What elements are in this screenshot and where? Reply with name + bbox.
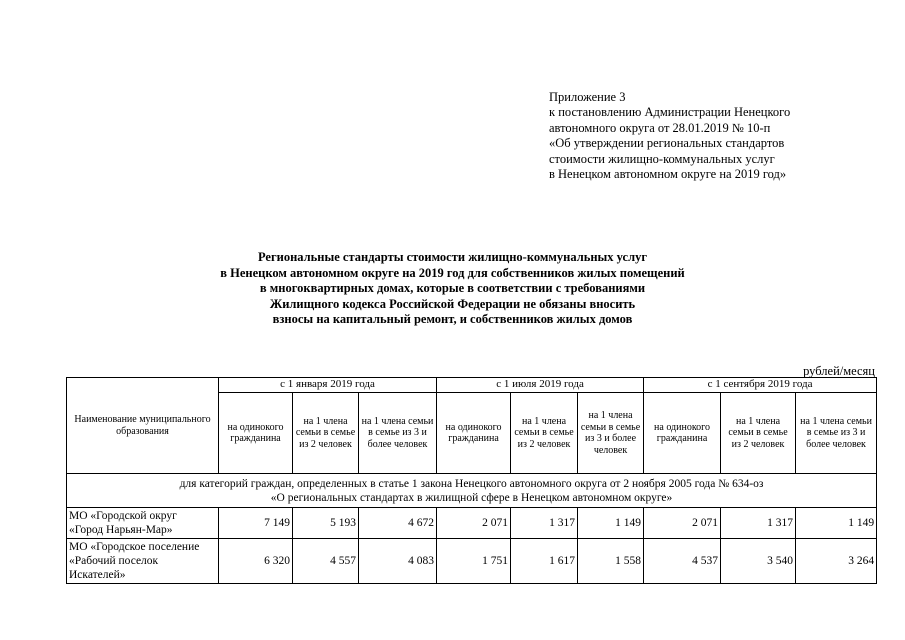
table-cell: 3 264 bbox=[796, 539, 877, 584]
annex-note bbox=[549, 90, 790, 182]
column-header: на 1 члена семьи в семье из 3 и более человек bbox=[578, 393, 644, 474]
table-cell: 2 071 bbox=[644, 508, 721, 539]
column-header: на 1 члена семьи в семье из 2 человек bbox=[511, 393, 578, 474]
column-header: на 1 члена семьи в семье из 2 человек bbox=[721, 393, 796, 474]
units-label: рублей/месяц bbox=[803, 364, 875, 378]
table-cell: 4 083 bbox=[359, 539, 437, 584]
period-header: с 1 сентября 2019 года bbox=[644, 378, 877, 393]
name-line: «Рабочий поселок bbox=[69, 555, 159, 567]
annex-line: «Об утверждении региональных стандартов bbox=[549, 136, 785, 151]
municipality-name bbox=[67, 508, 219, 539]
annex-line: стоимости жилищно-коммунальных услуг bbox=[549, 151, 775, 166]
title-line: в Ненецком автономном округе на 2019 год для собственников жилых помещений bbox=[220, 265, 685, 280]
table-cell: 4 672 bbox=[359, 508, 437, 539]
table-cell: 1 751 bbox=[437, 539, 511, 584]
column-header: на 1 члена семьи в семье из 3 и более человек bbox=[359, 393, 437, 474]
table-cell: 3 540 bbox=[721, 539, 796, 584]
category-line: «О региональных стандартах в жилищной сфере в Ненецком автономном округе» bbox=[270, 491, 673, 504]
table-cell: 4 537 bbox=[644, 539, 721, 584]
table-row bbox=[67, 539, 877, 584]
table-cell: 5 193 bbox=[293, 508, 359, 539]
annex-line: в Ненецком автономном округе на 2019 год» bbox=[549, 167, 787, 182]
municipality-header: Наименование муниципального образования bbox=[67, 378, 219, 474]
municipality-name bbox=[67, 539, 219, 584]
title-line: Региональные стандарты стоимости жилищно-коммунальных услуг bbox=[257, 250, 648, 264]
period-header: с 1 июля 2019 года bbox=[437, 378, 644, 393]
table-cell: 2 071 bbox=[437, 508, 511, 539]
category-line: для категорий граждан, определенных в статье 1 закона Ненецкого автономного округа от 2 ноября 2005 года № 634-оз bbox=[179, 477, 764, 490]
header-row-periods bbox=[67, 378, 877, 393]
table-cell: 6 320 bbox=[219, 539, 293, 584]
category-row bbox=[67, 474, 877, 508]
document-title bbox=[120, 250, 785, 328]
title-line: взносы на капитальный ремонт, и собственников жилых домов bbox=[272, 312, 633, 327]
table-cell: 1 617 bbox=[511, 539, 578, 584]
annex-line: Приложение 3 bbox=[549, 90, 626, 104]
standards-table bbox=[66, 377, 877, 584]
table-cell: 7 149 bbox=[219, 508, 293, 539]
annex-line: автономного округа от 28.01.2019 № 10-п bbox=[549, 120, 771, 135]
annex-line: к постановлению Администрации Ненецкого bbox=[549, 105, 791, 120]
name-line: МО «Городской округ bbox=[69, 510, 177, 522]
table-cell: 1 149 bbox=[796, 508, 877, 539]
category-note bbox=[67, 474, 877, 508]
table-cell: 1 149 bbox=[578, 508, 644, 539]
column-header: на 1 члена семьи в семье из 3 и более человек bbox=[796, 393, 877, 474]
column-header: на 1 члена семьи в семье из 2 человек bbox=[293, 393, 359, 474]
period-header: с 1 января 2019 года bbox=[219, 378, 437, 393]
name-line: МО «Городское поселение bbox=[69, 541, 200, 553]
title-line: в многоквартирных домах, которые в соответствии с требованиями bbox=[259, 281, 646, 296]
column-header: на одинокого гражданина bbox=[219, 393, 293, 474]
table-row bbox=[67, 508, 877, 539]
column-header: на одинокого гражданина bbox=[437, 393, 511, 474]
table-cell: 1 317 bbox=[511, 508, 578, 539]
table-cell: 1 558 bbox=[578, 539, 644, 584]
name-line: «Город Нарьян-Мар» bbox=[69, 524, 173, 536]
column-header: на одинокого гражданина bbox=[644, 393, 721, 474]
table-cell: 4 557 bbox=[293, 539, 359, 584]
title-line: Жилищного кодекса Российской Федерации не обязаны вносить bbox=[269, 296, 636, 311]
name-line: Искателей» bbox=[69, 569, 126, 581]
table-cell: 1 317 bbox=[721, 508, 796, 539]
